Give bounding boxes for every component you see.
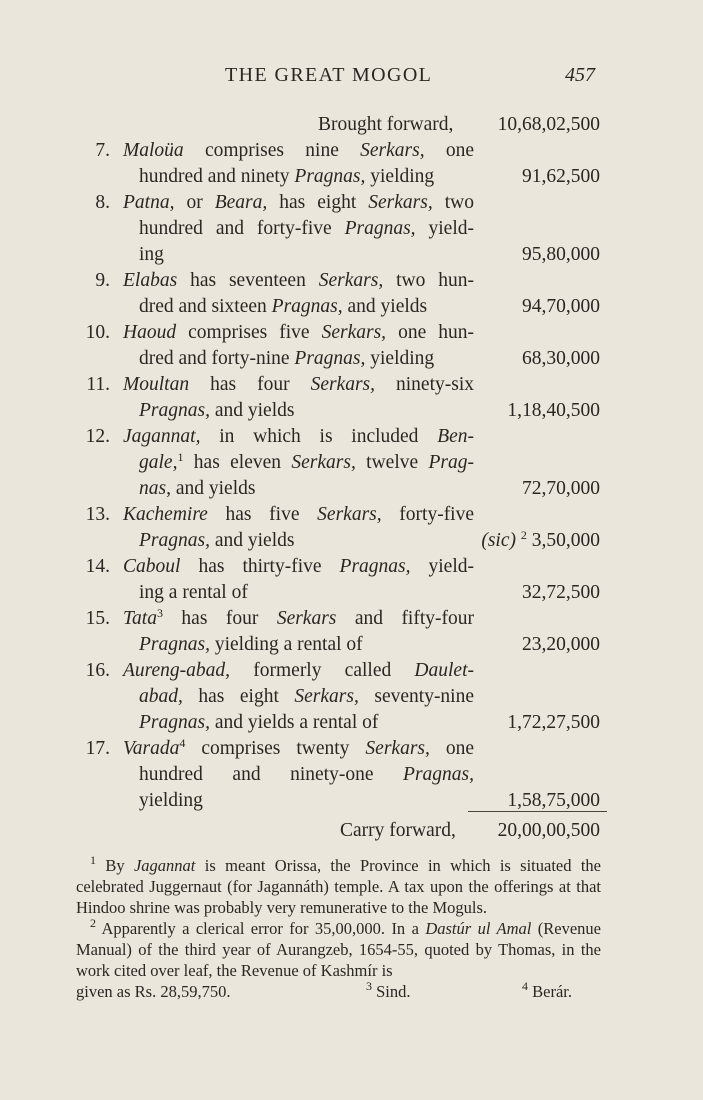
- entry-text: [123, 554, 474, 580]
- entry-text: [139, 684, 474, 710]
- italic-term: Ben-: [437, 426, 474, 447]
- text-run: ing: [139, 244, 164, 265]
- entry-line: [0, 684, 703, 710]
- entry-line: [0, 268, 703, 294]
- text-run: has eleven: [183, 452, 292, 473]
- entry-number: 8.: [95, 192, 110, 213]
- entry-line: [0, 502, 703, 528]
- entry-line: [0, 372, 703, 398]
- brought-forward-row: [0, 112, 703, 138]
- italic-term: Pragnas,: [139, 634, 210, 655]
- entry-number: 15.: [85, 608, 110, 629]
- footnote-4-marker: 4: [522, 979, 528, 993]
- text-run: yielding: [365, 348, 435, 369]
- entry-line: [0, 476, 703, 502]
- entry-amount: [522, 294, 600, 320]
- entry-number: 12.: [85, 426, 110, 447]
- text-run: dred and forty-nine: [139, 348, 295, 369]
- entry-text: [123, 502, 474, 528]
- entry-line: [0, 424, 703, 450]
- italic-term: Pragnas,: [403, 764, 474, 785]
- page-number: 457: [565, 64, 595, 86]
- entry-text: [139, 528, 294, 554]
- text-run: seventy-nine: [358, 686, 475, 707]
- entry-line: [0, 528, 703, 554]
- italic-term: nas,: [139, 478, 171, 499]
- italic-term: Pragnas,: [294, 166, 366, 187]
- footnotes: [76, 855, 601, 1002]
- footnote-last-line: [76, 981, 601, 1002]
- text-run: hundred and ninety-one: [139, 764, 404, 785]
- entry-number: 13.: [85, 504, 110, 525]
- entry-line: [0, 398, 703, 424]
- footnote-ref: 2: [520, 528, 527, 542]
- footnote-2-end: given as Rs. 28,59,750.: [76, 982, 231, 1001]
- entry-text: [139, 242, 164, 268]
- entry-text: [139, 398, 294, 424]
- italic-term: Prag-: [428, 452, 474, 473]
- text-run: hundred and forty-five: [139, 218, 345, 239]
- text-run: in which is included: [200, 426, 438, 447]
- carry-forward-label: Carry forward,: [340, 820, 456, 841]
- text-run: formerly called: [230, 660, 415, 681]
- footnote-4: [522, 981, 572, 1002]
- italic-term: Caboul: [123, 556, 181, 577]
- italic-term: Pragnas,: [139, 712, 210, 733]
- text-run: comprises five: [176, 322, 322, 343]
- text-run: has five: [207, 504, 318, 525]
- entry-text: [139, 164, 434, 190]
- amount-value: 95,80,000: [522, 244, 600, 265]
- text-run: yielding: [139, 790, 203, 811]
- entry-line: [0, 606, 703, 632]
- italic-term: Tata: [123, 608, 157, 629]
- italic-term: Serkars,: [310, 374, 376, 395]
- entry-number: 7.: [95, 140, 110, 161]
- entry-amount: [522, 164, 600, 190]
- entry-amount: [522, 242, 600, 268]
- amount-value: 1,58,75,000: [507, 790, 600, 811]
- running-head: [0, 64, 703, 92]
- footnote-1-pre: By: [105, 856, 134, 875]
- entry-line: [0, 216, 703, 242]
- text-run: ing a rental of: [139, 582, 248, 603]
- entry-text: [123, 138, 474, 164]
- italic-term: Serkars,: [365, 738, 430, 759]
- italic-term: Serkars,: [318, 270, 384, 291]
- sic-note: (sic): [481, 530, 516, 551]
- text-run: and yields: [209, 530, 295, 551]
- italic-term: Serkars,: [291, 452, 356, 473]
- entry-text: [139, 476, 255, 502]
- italic-term: Varada: [123, 738, 180, 759]
- entry-text: [123, 320, 474, 346]
- amount-value: 32,72,500: [522, 582, 600, 603]
- italic-term: Moultan: [123, 374, 190, 395]
- carry-forward-row: [0, 818, 703, 844]
- entry-text: [139, 216, 474, 242]
- italic-term: Jagannat,: [123, 426, 201, 447]
- italic-term: Serkars,: [317, 504, 382, 525]
- text-run: and yields: [209, 400, 295, 421]
- entry-line: [0, 242, 703, 268]
- text-run: yielding a rental of: [209, 634, 363, 655]
- text-run: has four: [162, 608, 277, 629]
- entry-amount: [522, 476, 600, 502]
- entry-text: [139, 632, 363, 658]
- entry-line: [0, 320, 703, 346]
- italic-term: Maloüa: [123, 140, 184, 161]
- italic-term: Serkars,: [294, 686, 359, 707]
- text-run: dred and sixteen: [139, 296, 272, 317]
- footnote-2-italic: Dastúr ul Amal: [425, 919, 532, 938]
- entry-text: [139, 580, 248, 606]
- entry-number: 11.: [86, 374, 110, 395]
- italic-term: Haoud: [123, 322, 177, 343]
- italic-term: Pragnas,: [139, 530, 210, 551]
- italic-term: Daulet-: [414, 660, 474, 681]
- text-run: one: [429, 738, 475, 759]
- italic-term: Aureng-abad,: [123, 660, 231, 681]
- entry-text: [123, 190, 474, 216]
- entry-text: [123, 424, 474, 450]
- page-title: THE GREAT MOGOL: [225, 64, 433, 86]
- entry-amount: [507, 710, 600, 736]
- amount-value: 68,30,000: [522, 348, 600, 369]
- text-run: has four: [189, 374, 311, 395]
- footnote-3-marker: 3: [366, 979, 372, 993]
- amount-value: 23,20,000: [522, 634, 600, 655]
- entry-amount: [507, 398, 600, 424]
- italic-term: Pragnas,: [294, 348, 366, 369]
- entry-line: [0, 632, 703, 658]
- amount-value: 72,70,000: [522, 478, 600, 499]
- text-run: has seventeen: [177, 270, 319, 291]
- footnote-3-text: Sind.: [376, 982, 411, 1001]
- revenue-ledger: [0, 112, 703, 814]
- text-run: two: [432, 192, 474, 213]
- entry-line: [0, 346, 703, 372]
- italic-term: Beara,: [214, 192, 268, 213]
- text-run: and fifty-four: [336, 608, 474, 629]
- footnote-1-text: is meant Orissa, the Province in which is situated the celebrated Juggernaut (for Jagannáth) temple. A tax upon the offerings at that Hindoo shrine was probably very remunerative to the Moguls.: [76, 856, 602, 917]
- amount-value: 1,18,40,500: [507, 400, 600, 421]
- total-rule: [468, 811, 607, 812]
- footnote-1-italic: Jagannat: [133, 856, 196, 875]
- text-run: and yields a rental of: [209, 712, 379, 733]
- text-run: yield-: [415, 218, 474, 239]
- text-run: has eight: [267, 192, 369, 213]
- italic-term: Kachemire: [123, 504, 208, 525]
- entry-line: [0, 164, 703, 190]
- text-run: one hun-: [386, 322, 474, 343]
- entry-text: [123, 372, 474, 398]
- footnote-2: [76, 918, 601, 981]
- entry-line: [0, 762, 703, 788]
- italic-term: Serkars,: [321, 322, 387, 343]
- entry-amount: [522, 346, 600, 372]
- text-run: yielding: [365, 166, 435, 187]
- footnote-ref: 4: [179, 736, 186, 750]
- entry-line: [0, 580, 703, 606]
- entry-line: [0, 450, 703, 476]
- entry-number: 10.: [85, 322, 110, 343]
- footnote-2-text: (Revenue Manual) of the third year of Aurangzeb, 1654-55, quoted by Thomas, in the work cited over leaf, the Revenue of Kashmír is: [76, 919, 601, 980]
- amount-value: 91,62,500: [522, 166, 600, 187]
- amount-value: 3,50,000: [531, 530, 600, 551]
- entry-text: [139, 346, 434, 372]
- brought-forward-amount: 10,68,02,500: [497, 114, 600, 135]
- text-run: yield-: [410, 556, 474, 577]
- entry-number: 14.: [85, 556, 110, 577]
- italic-term: Serkars: [276, 608, 337, 629]
- entry-number: 9.: [95, 270, 110, 291]
- footnote-2-marker: 2: [90, 916, 96, 930]
- italic-term: Serkars,: [360, 140, 425, 161]
- text-run: comprises nine: [183, 140, 361, 161]
- text-run: and yields: [342, 296, 428, 317]
- entry-text: [139, 710, 378, 736]
- text-run: forty-five: [381, 504, 475, 525]
- entry-line: [0, 710, 703, 736]
- italic-term: Pragnas,: [271, 296, 343, 317]
- text-run: or: [174, 192, 215, 213]
- entry-line: [0, 294, 703, 320]
- entry-line: [0, 658, 703, 684]
- entry-number: 17.: [85, 738, 110, 759]
- entry-line: [0, 554, 703, 580]
- footnote-3: [366, 981, 411, 1002]
- text-run: hundred and ninety: [139, 166, 295, 187]
- italic-term: gale,: [139, 452, 178, 473]
- entry-text: [123, 268, 474, 294]
- italic-term: Pragnas,: [139, 400, 210, 421]
- italic-term: Elabas: [123, 270, 178, 291]
- italic-term: Pragnas,: [344, 218, 416, 239]
- entry-line: [0, 190, 703, 216]
- entry-line: [0, 138, 703, 164]
- text-run: ninety-six: [375, 374, 474, 395]
- italic-term: Pragnas,: [339, 556, 411, 577]
- entry-text: [139, 450, 474, 476]
- footnote-ref: 3: [156, 606, 163, 620]
- italic-term: Patna,: [123, 192, 175, 213]
- italic-term: abad,: [139, 686, 183, 707]
- entry-text: [139, 294, 427, 320]
- text-run: comprises twenty: [185, 738, 366, 759]
- entry-number: 16.: [85, 660, 110, 681]
- entry-line: [0, 736, 703, 762]
- footnote-1: [76, 855, 601, 918]
- footnote-2-pre: Apparently a clerical error for 35,00,000. In a: [101, 919, 426, 938]
- italic-term: Serkars,: [368, 192, 433, 213]
- amount-value: 1,72,27,500: [507, 712, 600, 733]
- text-run: twelve: [355, 452, 429, 473]
- footnote-4-text: Berár.: [532, 982, 572, 1001]
- text-run: one: [424, 140, 475, 161]
- text-run: two hun-: [383, 270, 474, 291]
- entry-amount: [522, 580, 600, 606]
- amount-value: 94,70,000: [522, 296, 600, 317]
- entry-text: [139, 762, 474, 788]
- entry-amount: [522, 632, 600, 658]
- entry-text: [123, 658, 474, 684]
- text-run: has eight: [182, 686, 295, 707]
- entry-text: [123, 606, 474, 632]
- entry-text: [139, 788, 203, 814]
- footnote-ref: 1: [177, 450, 184, 464]
- carry-forward-amount: 20,00,00,500: [497, 820, 600, 841]
- entry-text: [123, 736, 474, 762]
- entry-amount: [481, 528, 600, 554]
- text-run: and yields: [170, 478, 256, 499]
- brought-forward-label: Brought forward,: [318, 114, 454, 135]
- text-run: has thirty-five: [180, 556, 340, 577]
- footnote-1-marker: 1: [90, 853, 96, 867]
